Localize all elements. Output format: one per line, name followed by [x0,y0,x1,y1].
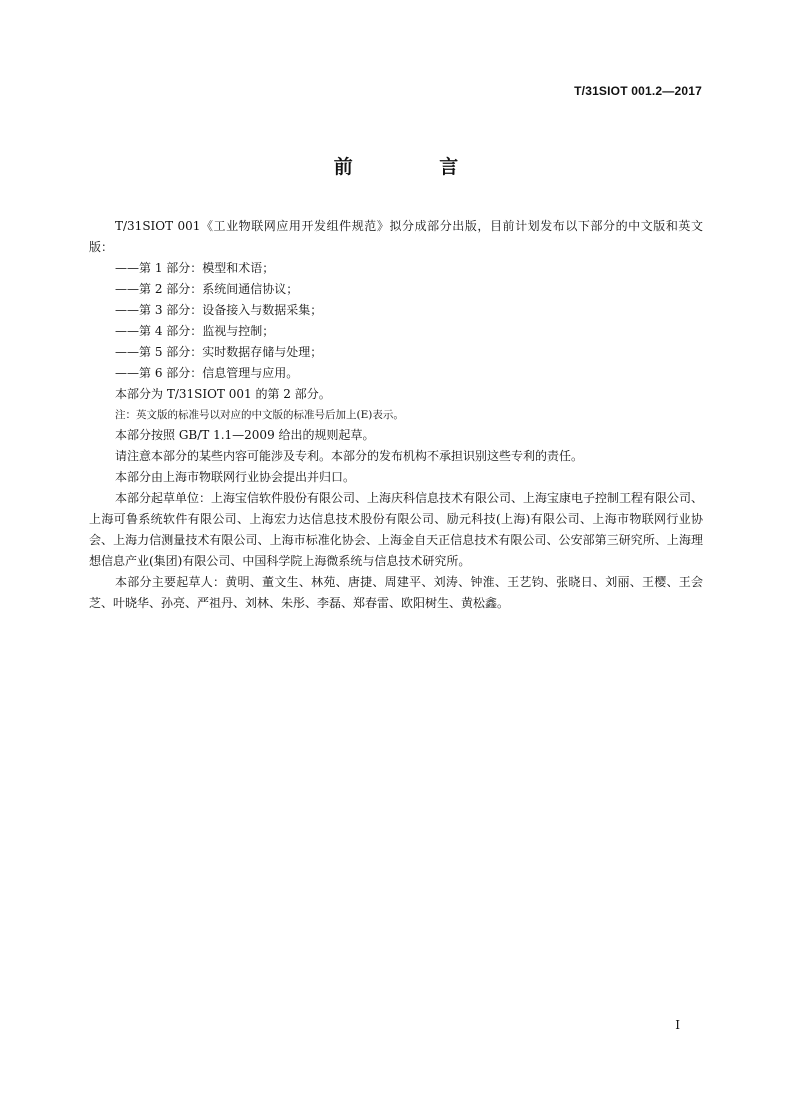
page-number: I [675,1018,680,1032]
part-item-1: ——第 1 部分：模型和术语； [115,261,275,275]
drafting-units-paragraph: 本部分起草单位：上海宝信软件股份有限公司、上海庆科信息技术有限公司、上海宝康电子控制工程有限公司、上海可鲁系统软件有限公司、上海宏力达信息技术股份有限公司、励元科技(上海)有限公司、上海市物联网行业协会、上海力信测量技术有限公司、上海市标准化协会、上海金自天正信息技术有限公司、公安部第三研究所、上海理想信息产业(集团)有限公司、中国科学院上海微系统与信息技术研究所。 [89,491,704,568]
drafters-paragraph: 本部分主要起草人：黄明、董文生、林苑、唐捷、周建平、刘涛、钟淮、王艺钧、张晓日、刘丽、王樱、王会芝、叶晓华、孙亮、严祖丹、刘林、朱彤、李磊、郑春雷、欧阳树生、黄松鑫。 [89,575,703,610]
part-item-2: ——第 2 部分：系统间通信协议； [115,282,299,296]
foreword-body [89,216,703,614]
proposer-paragraph: 本部分由上海市物联网行业协会提出并归口。 [115,470,356,484]
note: 注：英文版的标准号以对应的中文版的标准号后加上(E)表示。 [115,409,404,421]
intro-paragraph: T/31SIOT 001《工业物联网应用开发组件规范》拟分成部分出版，目前计划发布以下部分的中文版和英文版： [89,219,703,254]
standard-number: T/31SIOT 001.2—2017 [574,84,702,98]
drafting-rule-paragraph: 本部分按照 GB/T 1.1—2009 给出的规则起草。 [115,428,375,442]
part-item-5: ——第 5 部分：实时数据存储与处理； [115,345,323,359]
page-title: 前 言 [333,156,499,178]
patent-notice-paragraph: 请注意本部分的某些内容可能涉及专利。本部分的发布机构不承担识别这些专利的责任。 [115,449,584,463]
this-part-paragraph: 本部分为 T/31SIOT 001 的第 2 部分。 [115,387,331,401]
part-item-3: ——第 3 部分：设备接入与数据采集； [115,303,323,317]
part-item-6: ——第 6 部分：信息管理与应用。 [115,366,299,380]
part-item-4: ——第 4 部分：监视与控制； [115,324,275,338]
